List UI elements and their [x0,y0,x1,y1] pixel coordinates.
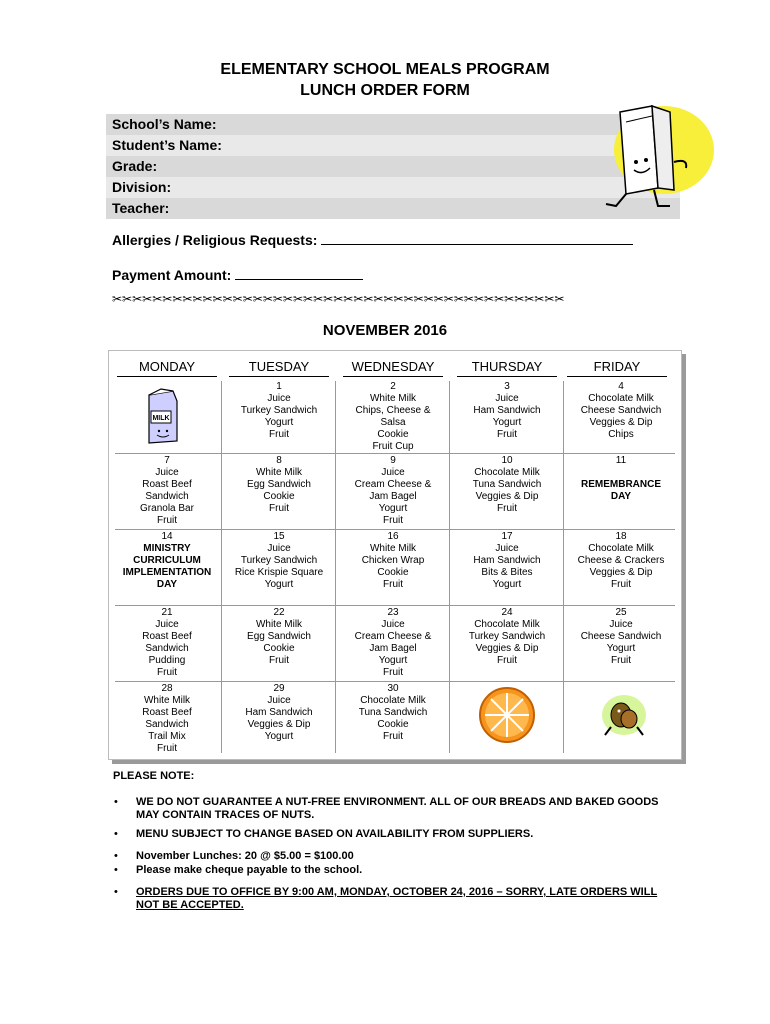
day-number: 21 [161,607,173,618]
month-title: NOVEMBER 2016 [322,322,448,339]
menu-item: Turkey Sandwich [240,555,318,566]
calendar-day-cell [109,531,225,591]
menu-item: Roast Beef [142,631,192,642]
day-number: 28 [161,683,173,694]
calendar-day-cell [221,531,337,591]
calendar-day-cell [109,607,225,679]
school-name-field[interactable]: School’s Name: [106,114,680,135]
menu-item: Cookie [263,643,295,654]
menu-item: Pudding [148,655,186,666]
calendar-day-cell [449,455,565,515]
menu-item: Juice [381,619,405,630]
menu-item: Fruit [269,429,289,440]
menu-item [563,467,679,479]
orange-slice-icon [477,685,537,745]
row-divider [115,453,675,454]
menu-item: Cookie [377,567,409,578]
menu-item: White Milk [143,695,191,706]
calendar-day-cell [109,683,225,755]
day-number: 10 [501,455,513,466]
notes-header: PLEASE NOTE: [113,770,195,782]
day-header-wednesday: WEDNESDAY [343,359,443,377]
day-number: 25 [615,607,627,618]
menu-item: Fruit [383,515,403,526]
teacher-field[interactable]: Teacher: [106,198,680,219]
student-name-field[interactable]: Student’s Name: [106,135,680,156]
grade-field[interactable]: Grade: [106,156,680,177]
menu-item: Juice [495,543,519,554]
day-header-thursday: THURSDAY [457,359,557,377]
milk-carton-icon [133,387,193,447]
menu-item: Juice [155,619,179,630]
note-bullet: • [114,864,118,876]
menu-item: Fruit [497,429,517,440]
menu-item: Fruit [383,731,403,742]
menu-item: Fruit [611,655,631,666]
menu-item: Cheese Sandwich [580,631,662,642]
menu-item: Tuna Sandwich [358,707,428,718]
menu-item: Veggies & Dip [247,719,311,730]
day-number: 4 [618,381,624,392]
menu-item: Cookie [377,429,409,440]
menu-item: Chocolate Milk [474,619,540,630]
menu-item: Salsa [380,417,406,428]
calendar-day-cell [335,531,451,591]
menu-item: Fruit [611,579,631,590]
calendar-day-cell [335,381,451,453]
day-number: 23 [387,607,399,618]
menu-item: Egg Sandwich [247,631,311,642]
note-menu-change: MENU SUBJECT TO CHANGE BASED ON AVAILABILITY FROM SUPPLIERS. [136,828,534,840]
calendar-day-cell [449,531,565,591]
row-divider [115,681,675,682]
lunch-bag-icon [596,102,716,212]
menu-item: Chicken Wrap [361,555,425,566]
menu-item: Jam Bagel [369,491,417,502]
note-orders-due: ORDERS DUE TO OFFICE BY 9:00 AM, MONDAY, OCTOBER 24, 2016 – SORRY, LATE ORDERS WILL NOT BE ACCEPTED. [136,886,658,911]
menu-item: DAY [610,491,632,502]
day-number: 7 [164,455,170,466]
day-number: 9 [390,455,396,466]
day-number: 22 [273,607,285,618]
calendar-day-cell [449,381,565,441]
calendar-day-cell [221,381,337,441]
menu-item: Roast Beef [142,479,192,490]
calendar-day-cell [221,607,337,667]
menu-item: Yogurt [264,417,294,428]
calendar-day-cell [563,381,679,441]
payment-label: Payment Amount: [112,267,232,283]
menu-item: IMPLEMENTATION [122,567,212,578]
menu-item: Jam Bagel [369,643,417,654]
menu-item: Chocolate Milk [360,695,426,706]
menu-item: Veggies & Dip [475,491,539,502]
menu-item: Fruit [383,667,403,678]
calendar-day-cell [335,607,451,679]
menu-item: Fruit [157,515,177,526]
menu-item: Ham Sandwich [245,707,313,718]
menu-item: White Milk [369,543,417,554]
menu-item: Egg Sandwich [247,479,311,490]
menu-item: Yogurt [606,643,636,654]
form-title-line2: LUNCH ORDER FORM [300,82,470,99]
menu-item: Fruit [497,655,517,666]
menu-item: Fruit [157,743,177,754]
calendar-day-cell [449,607,565,667]
day-header-friday: FRIDAY [567,359,667,377]
menu-item: Yogurt [264,579,294,590]
milk-carton-label: MILK [152,415,170,422]
day-number: 30 [387,683,399,694]
menu-item: Trail Mix [148,731,186,742]
row-divider [115,529,675,530]
calendar-day-cell [109,455,225,527]
menu-item: White Milk [255,619,303,630]
menu-item: White Milk [369,393,417,404]
menu-item: Ham Sandwich [473,555,541,566]
menu-item: Cookie [263,491,295,502]
calendar-day-cell [221,455,337,515]
day-number: 16 [387,531,399,542]
division-field[interactable]: Division: [106,177,680,198]
menu-item: Sandwich [145,719,189,730]
menu-item: Chips, Cheese & [355,405,431,416]
day-header-monday: MONDAY [117,359,217,377]
menu-item: Juice [267,695,291,706]
menu-item: Turkey Sandwich [468,631,546,642]
menu-item: Cream Cheese & [354,631,432,642]
menu-item: MINISTRY [143,543,191,554]
menu-item: Veggies & Dip [475,643,539,654]
menu-item: Sandwich [145,643,189,654]
note-bullet: • [114,886,118,898]
note-cheque: Please make cheque payable to the school. [136,864,363,876]
menu-item: Fruit [269,655,289,666]
menu-item: Juice [155,467,179,478]
day-number: 2 [390,381,396,392]
menu-item: Yogurt [378,503,408,514]
menu-item: Cheese Sandwich [580,405,662,416]
note-nut-free: WE DO NOT GUARANTEE A NUT-FREE ENVIRONMENT. ALL OF OUR BREADS AND BAKED GOODS MAY CONTAIN TRACES OF NUTS. [136,796,659,821]
fruit-character-icon [599,689,649,741]
calendar-day-cell [563,531,679,591]
menu-item: Juice [609,619,633,630]
note-bullet: • [114,850,118,862]
menu-item: Ham Sandwich [473,405,541,416]
menu-item: Tuna Sandwich [472,479,542,490]
menu-item: Chocolate Milk [474,467,540,478]
calendar-day-cell [335,683,451,743]
menu-item: Chips [608,429,634,440]
day-number: 1 [276,381,282,392]
note-bullet: • [114,828,118,840]
calendar-day-cell [221,683,337,743]
menu-item: Juice [267,543,291,554]
menu-item: Turkey Sandwich [240,405,318,416]
allergies-label: Allergies / Religious Requests: [112,232,318,248]
menu-item: Veggies & Dip [589,567,653,578]
menu-item: White Milk [255,467,303,478]
menu-item: Cookie [377,719,409,730]
calendar-day-cell [563,455,679,503]
menu-item: Fruit Cup [372,441,414,452]
day-header-tuesday: TUESDAY [229,359,329,377]
row-divider [115,605,675,606]
menu-item: Chocolate Milk [588,543,654,554]
day-number: 14 [161,531,173,542]
calendar-day-cell [335,455,451,527]
menu-item: Juice [495,393,519,404]
day-number: 24 [501,607,513,618]
menu-item: Roast Beef [142,707,192,718]
menu-item: Fruit [383,579,403,590]
menu-item: Cheese & Crackers [577,555,665,566]
day-number: 17 [501,531,513,542]
menu-item: Juice [267,393,291,404]
menu-item: Yogurt [492,579,522,590]
note-november-lunches: November Lunches: 20 @ $5.00 = $100.00 [136,850,354,862]
day-number: 8 [276,455,282,466]
menu-item: Yogurt [492,417,522,428]
note-bullet: • [114,796,118,808]
menu-item: Fruit [157,667,177,678]
day-number: 11 [615,455,627,466]
payment-field[interactable] [112,265,363,285]
menu-item: Yogurt [264,731,294,742]
menu-item: Chocolate Milk [588,393,654,404]
menu-item: Fruit [269,503,289,514]
day-number: 15 [273,531,285,542]
menu-item: Fruit [497,503,517,514]
scissors-cut-line: ✂✂✂✂✂✂✂✂✂✂✂✂✂✂✂✂✂✂✂✂✂✂✂✂✂✂✂✂✂✂✂✂✂✂✂✂✂✂✂✂✂✂✂✂✂ [112,292,565,306]
menu-item: Veggies & Dip [589,417,653,428]
student-info-block [106,114,680,219]
calendar-day-cell [563,607,679,667]
form-title-line1: ELEMENTARY SCHOOL MEALS PROGRAM [220,61,550,78]
day-number: 29 [273,683,285,694]
day-number: 3 [504,381,510,392]
menu-item: Yogurt [378,655,408,666]
menu-item: CURRICULUM [133,555,201,566]
menu-item: REMEMBRANCE [581,479,661,490]
menu-item: Cream Cheese & [354,479,432,490]
allergies-line[interactable] [321,230,633,245]
day-number: 18 [615,531,627,542]
menu-item: Rice Krispie Square [234,567,324,578]
menu-item: Granola Bar [140,503,194,514]
allergies-field[interactable] [112,230,633,250]
payment-line[interactable] [235,265,363,280]
menu-item: Juice [381,467,405,478]
menu-item: Sandwich [145,491,189,502]
lunch-calendar [108,350,682,760]
menu-item: DAY [156,579,178,590]
menu-item: Bits & Bites [481,567,533,578]
